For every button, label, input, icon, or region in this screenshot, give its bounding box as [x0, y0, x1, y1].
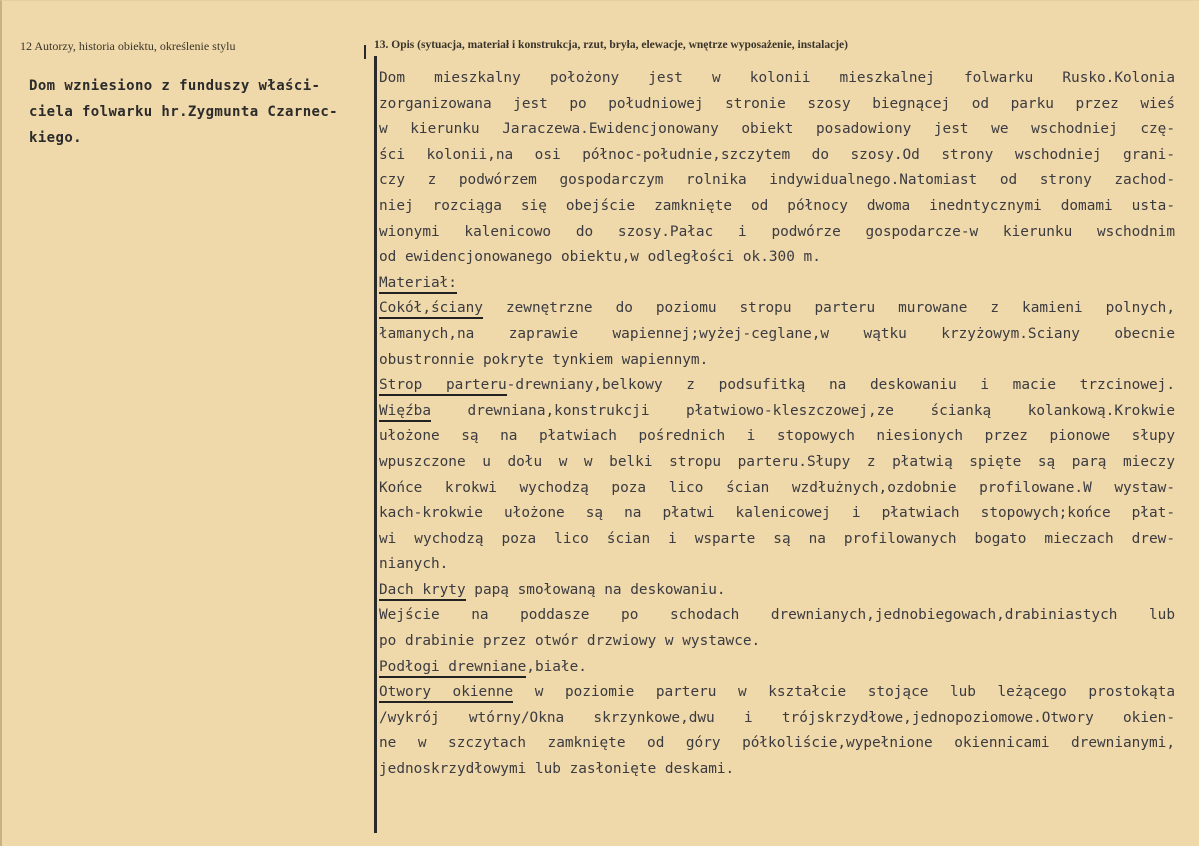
material-heading: Materiał:: [379, 275, 457, 294]
description-line: Wejście na poddasze po schodach drewnianych,jednobiegowach,drabiniastych lub: [379, 607, 1175, 624]
description-line: ne w szczytach zamknięte od góry półkoliście,wypełnione okiennicami drewnianymi,: [379, 735, 1175, 752]
description-line: od ewidencjonowanego obiektu,w odległości ok.300 m.: [379, 249, 821, 266]
description-line: wi wychodzą poza lico ścian i wsparte są na profilowanych bogato mieczach drew-: [379, 530, 1175, 547]
description-fragment: papą smołowaną na deskowaniu.: [465, 581, 726, 598]
description-fragment: zewnętrzne do poziomu stropu parteru murowane z kamieni polnych,: [482, 300, 1175, 317]
description-line: [379, 578, 1175, 604]
description-line: w kierunku Jaraczewa.Ewidencjonowany obiekt posadowiony jest we wschodniej czę-: [379, 121, 1175, 138]
description-line: wpuszczone u dołu w w belki stropu parteru.Słupy z płatwią spięte są parą mieczy: [379, 453, 1175, 470]
column-divider: [374, 56, 377, 833]
underlined-term: Cokół,ściany: [379, 300, 483, 319]
description-fragment: ,białe.: [526, 658, 587, 675]
description-line: [379, 655, 1175, 681]
description-line: obustronnie pokryte tynkiem wapiennym.: [379, 351, 709, 368]
description-line: nianych.: [379, 556, 449, 573]
description-line: Końce krokwi wychodzą poza lico ścian wzdłużnych,ozdobnie profilowane.W wystaw-: [379, 479, 1175, 496]
description-fragment: -drewniany,belkowy z podsufitką na deskowaniu i macie trzcinowej.: [506, 377, 1175, 394]
authors-history-text: [29, 73, 369, 151]
description-line: zorganizowana jest po południowej stronie szosy biegnącej od parku przez wieś: [379, 95, 1175, 112]
description-line: wionymi kalenicowo do szosy.Pałac i podwórze gospodarcze-w kierunku wschodnim: [379, 223, 1175, 240]
description-line: [379, 399, 1175, 425]
description-line: niej rozciąga się obejście zamknięte od północy dwoma inedntycznymi domami usta-: [379, 197, 1175, 214]
material-section: [379, 271, 1175, 297]
underlined-term: Podłogi drewniane: [379, 659, 526, 678]
underlined-term: Strop parteru: [379, 377, 507, 396]
description-line: ści kolonii,na osi północ-południe,szczytem do szosy.Od strony wschodniej grani-: [379, 146, 1175, 163]
description-line: łamanych,na zaprawie wapiennej;wyżej-ceglane,w wątku krzyżowym.Sciany obecnie: [379, 325, 1175, 342]
underlined-term: Dach kryty: [379, 582, 466, 601]
description-line: [379, 680, 1175, 706]
description-line: kach-krokwie ułożone są na płatwi kalenicowej i płatwiach stopowych;końce płat-: [379, 505, 1175, 522]
left-line: ciela folwarku hr.Zygmunta Czarnec-: [29, 104, 339, 120]
description-fragment: w poziomie parteru w kształcie stojące lub leżącego prostokąta: [513, 684, 1176, 701]
description-line: [379, 373, 1175, 399]
underlined-term: Więźba: [379, 403, 431, 422]
description-fragment: drewniana,konstrukcji płatwiowo-kleszczowej,ze ścianką kolankową.Krokwie: [430, 402, 1175, 419]
description-line: ułożone są na płatwiach pośrednich i stopowych niesionych przez pionowe słupy: [379, 428, 1175, 445]
left-line: kiego.: [29, 130, 82, 146]
description-line: jednoskrzydłowymi lub zasłonięte deskami.: [379, 761, 735, 778]
description-line: czy z podwórzem gospodarczym rolnika indywidualnego.Natomiast od strony zachod-: [379, 172, 1175, 189]
description-text: [379, 66, 1189, 783]
description-line: po drabinie przez otwór drzwiowy w wystawce.: [379, 633, 761, 650]
description-line: [379, 296, 1175, 322]
left-line: Dom wzniesiono z funduszy właści-: [29, 78, 321, 94]
description-line: /wykrój wtórny/Okna skrzynkowe,dwu i trójskrzydłowe,jednopoziomowe.Otwory okien-: [379, 709, 1175, 726]
field-12-label: 12 Autorzy, historia obiektu, określenie stylu: [20, 39, 236, 53]
description-line: Dom mieszkalny położony jest w kolonii mieszkalnej folwarku Rusko.Kolonia: [379, 70, 1175, 86]
underlined-term: Otwory okienne: [379, 684, 513, 703]
field-13-label: 13. Opis (sytuacja, materiał i konstrukcja, rzut, bryła, elewacje, wnętrze wyposażenie, instalacje): [374, 39, 848, 51]
column-divider-tick: [364, 45, 366, 59]
